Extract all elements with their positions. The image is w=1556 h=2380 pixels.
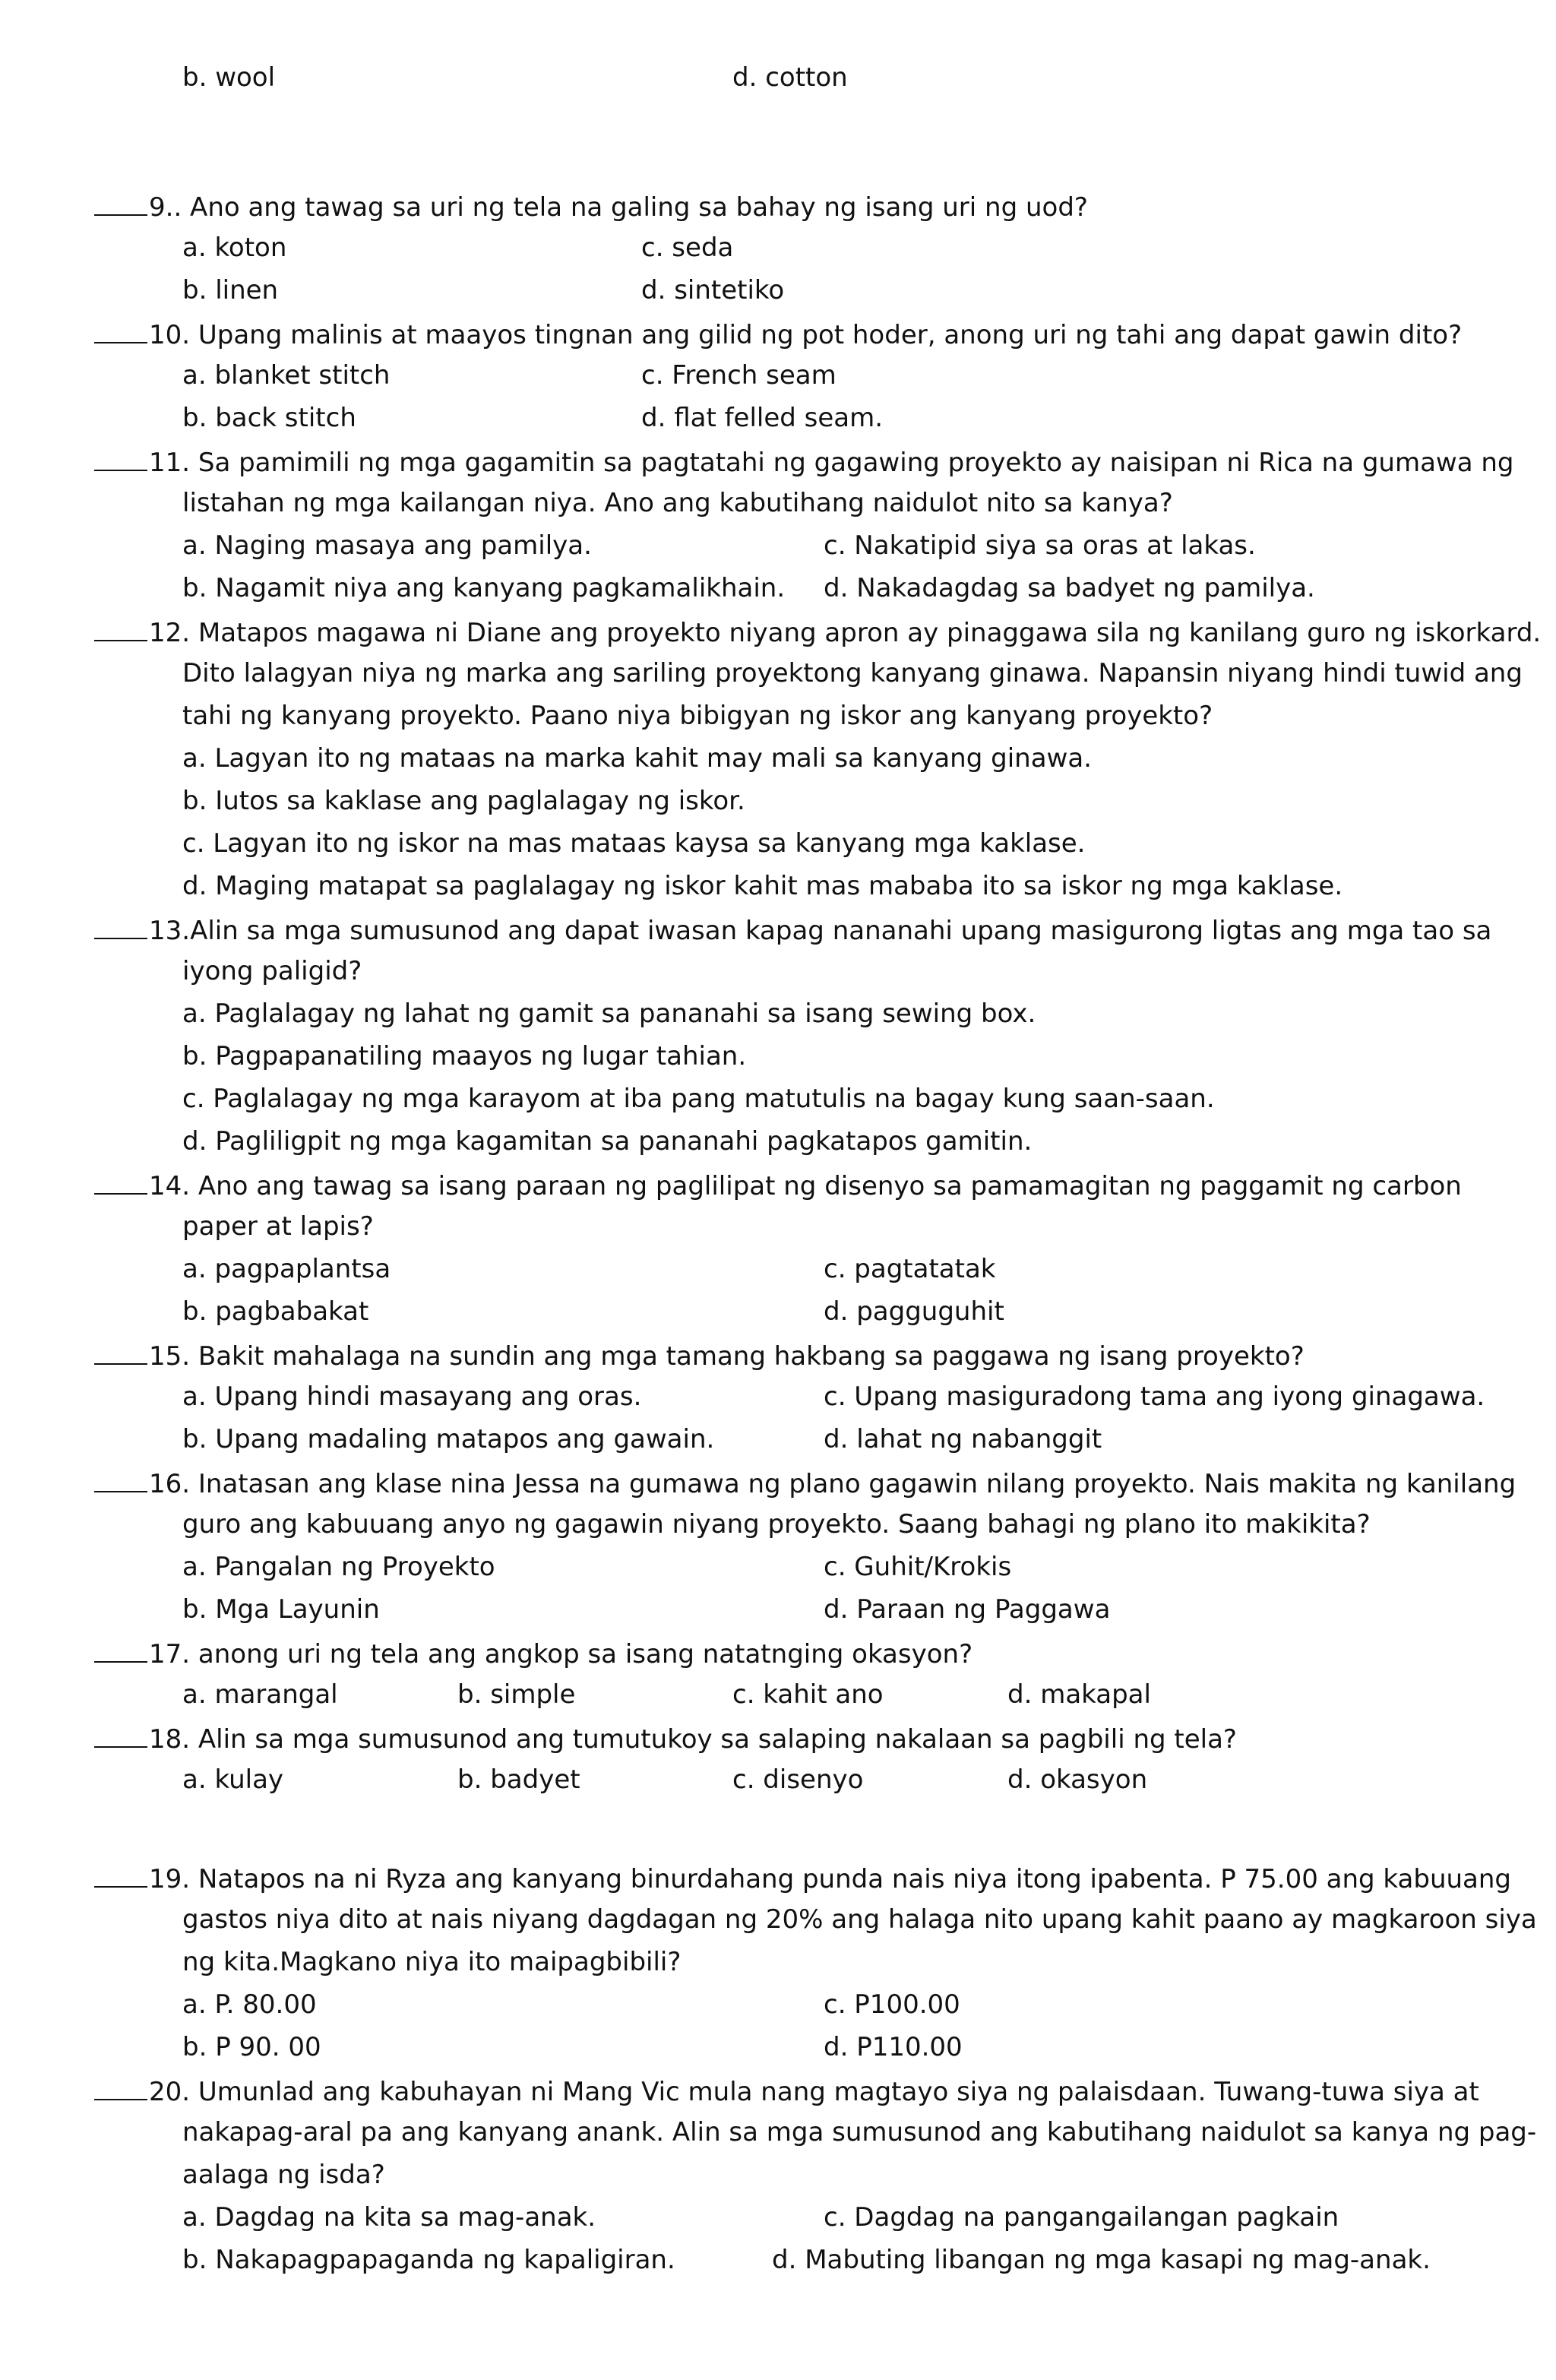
choice: a. Paglalagay ng lahat ng gamit sa pananahi sa isang sewing box.	[182, 999, 1036, 1029]
choice: a. Naging masaya ang pamilya.	[182, 530, 592, 561]
choice: d. sintetiko	[641, 275, 785, 305]
question-13-continued: iyong paligid?	[182, 956, 362, 986]
question-16: 16. Inatasan ang klase nina Jessa na gumawa ng plano gagawin nilang proyekto. Nais makita ng kanilang	[94, 1461, 1516, 1505]
choice: a. blanket stitch	[182, 360, 391, 391]
answer-blank[interactable]	[94, 1333, 147, 1365]
choice: a. Pangalan ng Proyekto	[182, 1552, 495, 1582]
choice: a. marangal	[182, 1679, 338, 1710]
question-18: 18. Alin sa mga sumusunod ang tumutukoy sa salaping nakalaan sa pagbili ng tela?	[94, 1716, 1237, 1761]
answer-blank[interactable]	[94, 184, 147, 216]
choice: b. Upang madaling matapos ang gawain.	[182, 1424, 715, 1454]
choice: b. Nakapagpapaganda ng kapaligiran.	[182, 2245, 675, 2275]
choice: c. seda	[641, 233, 734, 263]
choice: c. French seam	[641, 360, 837, 391]
question-11-continued: listahan ng mga kailangan niya. Ano ang kabutihang naidulot nito sa kanya?	[182, 488, 1173, 518]
answer-blank[interactable]	[94, 439, 147, 471]
choice: c. Guhit/Krokis	[824, 1552, 1012, 1582]
question-16-continued: guro ang kabuuang anyo ng gagawin niyang proyekto. Saang bahagi ng plano ito makikita?	[182, 1509, 1371, 1540]
answer-blank[interactable]	[94, 1163, 147, 1195]
choice: d. P110.00	[824, 2032, 963, 2062]
choice: b. simple	[457, 1679, 576, 1710]
choice: d. Maging matapat sa paglalagay ng iskor kahit mas mababa ito sa iskor ng mga kaklase.	[182, 871, 1343, 901]
choice: a. P. 80.00	[182, 1989, 317, 2020]
choice: d. Pagliligpit ng mga kagamitan sa pananahi pagkatapos gamitin.	[182, 1126, 1033, 1157]
choice: d. lahat ng nabanggit	[824, 1424, 1102, 1454]
answer-blank[interactable]	[94, 1631, 147, 1663]
choice: d. okasyon	[1007, 1764, 1148, 1795]
choice: a. kulay	[182, 1764, 284, 1795]
question-13: 13.Alin sa mga sumusunod ang dapat iwasan kapag nananahi upang masigurong ligtas ang mga tao sa	[94, 907, 1491, 952]
choice: c. disenyo	[732, 1764, 864, 1795]
answer-blank[interactable]	[94, 312, 147, 343]
choice: b. linen	[182, 275, 279, 305]
answer-blank[interactable]	[94, 1461, 147, 1492]
choice: d. makapal	[1007, 1679, 1151, 1710]
choice: a. koton	[182, 233, 287, 263]
choice-b: b. wool	[182, 62, 276, 93]
question-12: 12. Matapos magawa ni Diane ang proyekto niyang apron ay pinaggawa sila ng kanilang guro ng iskorkard.	[94, 609, 1541, 654]
choice: a. Dagdag na kita sa mag-anak.	[182, 2202, 596, 2233]
choice: d. Paraan ng Paggawa	[824, 1594, 1111, 1625]
choice: b. badyet	[457, 1764, 580, 1795]
choice: b. Mga Layunin	[182, 1594, 380, 1625]
choice: d. flat felled seam.	[641, 403, 884, 433]
choice: c. Nakatipid siya sa oras at lakas.	[824, 530, 1256, 561]
choice: b. Nagamit niya ang kanyang pagkamalikhain.	[182, 573, 786, 603]
choice: a. Lagyan ito ng mataas na marka kahit may mali sa kanyang ginawa.	[182, 743, 1092, 774]
question-12-continued: tahi ng kanyang proyekto. Paano niya bibigyan ng iskor ang kanyang proyekto?	[182, 701, 1213, 731]
answer-blank[interactable]	[94, 1716, 147, 1748]
choice: b. P 90. 00	[182, 2032, 321, 2062]
choice: c. Upang masiguradong tama ang iyong ginagawa.	[824, 1381, 1485, 1412]
choice-d: d. cotton	[732, 62, 848, 93]
choice: c. pagtatatak	[824, 1254, 996, 1284]
choice: d. Mabuting libangan ng mga kasapi ng mag-anak.	[772, 2245, 1431, 2275]
question-20-continued: nakapag-aral pa ang kanyang anank. Alin sa mga sumusunod ang kabutihang naidulot sa kanya ng pag-	[182, 2117, 1537, 2147]
choice: a. Upang hindi masayang ang oras.	[182, 1381, 642, 1412]
question-17: 17. anong uri ng tela ang angkop sa isang natatnging okasyon?	[94, 1631, 972, 1676]
question-19-continued: ng kita.Magkano niya ito maipagbibili?	[182, 1947, 682, 1977]
choice: b. back stitch	[182, 403, 356, 433]
choice: c. Dagdag na pangangailangan pagkain	[824, 2202, 1339, 2233]
question-12-continued: Dito lalagyan niya ng marka ang sariling proyektong kanyang ginawa. Napansin niyang hindi tuwid ang	[182, 658, 1523, 688]
answer-blank[interactable]	[94, 907, 147, 939]
question-15: 15. Bakit mahalaga na sundin ang mga tamang hakbang sa paggawa ng isang proyekto?	[94, 1333, 1305, 1378]
question-10: 10. Upang malinis at maayos tingnan ang gilid ng pot hoder, anong uri ng tahi ang dapat gawin dito?	[94, 312, 1462, 356]
choice: d. Nakadagdag sa badyet ng pamilya.	[824, 573, 1315, 603]
choice: b. Pagpapanatiling maayos ng lugar tahian.	[182, 1041, 747, 1071]
question-19-continued: gastos niya dito at nais niyang dagdagan ng 20% ang halaga nito upang kahit paano ay magkaroon siya	[182, 1904, 1537, 1935]
choice: c. Paglalagay ng mga karayom at iba pang matutulis na bagay kung saan-saan.	[182, 1084, 1215, 1114]
choice: b. pagbabakat	[182, 1296, 369, 1327]
question-20: 20. Umunlad ang kabuhayan ni Mang Vic mula nang magtayo siya ng palaisdaan. Tuwang-tuwa siya at	[94, 2068, 1479, 2113]
choice: c. kahit ano	[732, 1679, 884, 1710]
choice: b. Iutos sa kaklase ang paglalagay ng iskor.	[182, 786, 745, 816]
answer-blank[interactable]	[94, 1856, 147, 1888]
choice: d. pagguguhit	[824, 1296, 1004, 1327]
question-9: 9.. Ano ang tawag sa uri ng tela na galing sa bahay ng isang uri ng uod?	[94, 184, 1088, 229]
choice: a. pagpaplantsa	[182, 1254, 391, 1284]
question-11: 11. Sa pamimili ng mga gagamitin sa pagtatahi ng gagawing proyekto ay naisipan ni Rica na gumawa ng	[94, 439, 1514, 484]
question-20-continued: aalaga ng isda?	[182, 2160, 385, 2190]
choice: c. P100.00	[824, 1989, 960, 2020]
question-19: 19. Natapos na ni Ryza ang kanyang binurdahang punda nais niya itong ipabenta. P 75.00 ang kabuuang	[94, 1856, 1511, 1901]
question-14: 14. Ano ang tawag sa isang paraan ng paglilipat ng disenyo sa pamamagitan ng paggamit ng carbon	[94, 1163, 1462, 1207]
choice: c. Lagyan ito ng iskor na mas mataas kaysa sa kanyang mga kaklase.	[182, 828, 1086, 859]
question-14-continued: paper at lapis?	[182, 1211, 374, 1242]
answer-blank[interactable]	[94, 2068, 147, 2100]
answer-blank[interactable]	[94, 609, 147, 641]
